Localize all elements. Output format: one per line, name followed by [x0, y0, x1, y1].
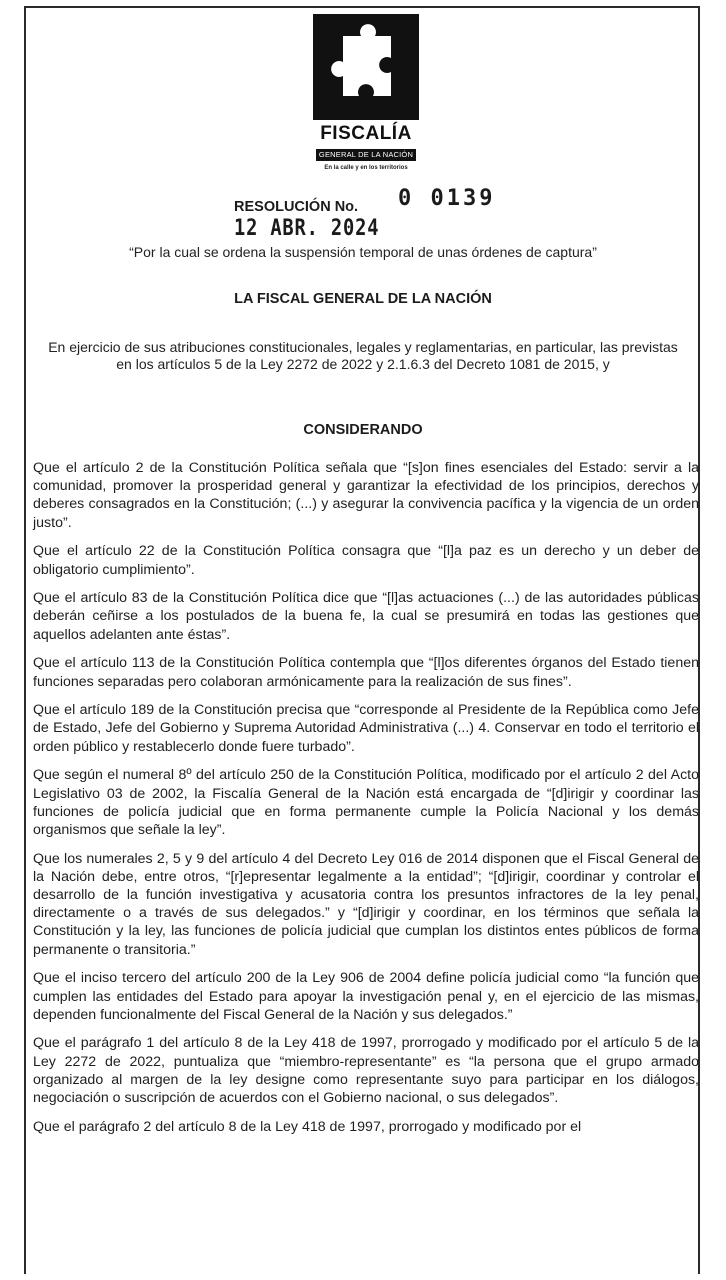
authority-heading: LA FISCAL GENERAL DE LA NACIÓN: [234, 291, 492, 307]
paragraph: Que el parágrafo 2 del artículo 8 de la Ley 418 de 1997, prorrogado y modificado por el: [33, 1118, 582, 1135]
paragraph: Que el artículo 189 de la Constitución precisa que “corresponde al Presidente de la República como Jefe de Estado, Jefe del Gobierno y Suprema Autoridad Administrativa (...) 4. Conservar en todo el territorio el orden público y restablecerlo donde fuere turbado”.: [33, 702, 699, 755]
paragraph: Que el artículo 113 de la Constitución Política contempla que “[l]os diferentes órganos del Estado tienen funciones separadas pero colaboran armónicamente para la realización de sus fines”.: [33, 655, 699, 690]
resolution-label: RESOLUCIÓN No.: [234, 199, 359, 215]
paragraph: Que el artículo 83 de la Constitución Política dice que “[l]as actuaciones (...) de las autoridades públicas deberán ceñirse a los postulados de la buena fe, la cual se presumirá en todas las gestiones que aquellos adelanten ante éstas”.: [33, 590, 699, 643]
paragraph: Que los numerales 2, 5 y 9 del artículo 4 del Decreto Ley 016 de 2014 disponen que el Fiscal General de la Nación debe, entre otros, “[r]epresentar legalmente a la entidad”; “[d]irigir, coordinar y controlar el desarrollo de la función investigativa y acusatoria contra los presuntos infractores de la ley penal, directamente o a través de sus delegados.” y “[d]irigir y coordinar, en los términos que señala la Constitución y la ley, las funciones de policía judicial que cumplan los distintos entes públicos de forma permanente o transitoria.”: [33, 850, 699, 958]
resolution-number: 0 0139: [398, 186, 496, 211]
logo-tagline: En la calle y en los territorios: [324, 165, 408, 171]
fiscalia-logo: [312, 14, 420, 171]
paragraph: Que el inciso tercero del artículo 200 de la Ley 906 de 2004 define policía judicial como “la función que cumplen las entidades del Estado para apoyar la investigación penal y, en el ejercicio de las mismas, dependen funcionalmente del Fiscal General de la Nación y sus delegados.”: [33, 970, 699, 1023]
paragraph: Que el artículo 2 de la Constitución Política señala que “[s]on fines esenciales del Estado: servir a la comunidad, promover la prosperidad general y garantizar la efectividad de los principios, derechos y deberes consagrados en la Constitución; (...) y asegurar la convivencia pacífica y la vigencia de un orden justo”.: [33, 460, 699, 531]
paragraph: Que el artículo 22 de la Constitución Política consagra que “[l]a paz es un derecho y un deber de obligatorio cumplimiento”.: [33, 543, 699, 578]
paragraph: Que el parágrafo 1 del artículo 8 de la Ley 418 de 1997, prorrogado y modificado por el artículo 5 de la Ley 2272 de 2022, puntualiza que “miembro-representante” es “la persona que el grupo armado organizado al margen de la ley designe como representante suyo para participar en los diálogos, negociación o suscripción de acuerdos con el Gobierno nacional, o sus delegados”.: [33, 1035, 699, 1107]
logo-subname: GENERAL DE LA NACIÓN: [316, 149, 416, 161]
puzzle-piece-icon: [313, 14, 419, 120]
resolution-date: 12 ABR. 2024: [234, 216, 380, 241]
resolution-subject: “Por la cual se ordena la suspensión temporal de unas órdenes de captura”: [129, 244, 597, 260]
preamble: En ejercicio de sus atribuciones constitucionales, legales y reglamentarias, en particular, las previstas en los artículos 5 de la Ley 2272 de 2022 y 2.1.6.3 del Decreto 1081 de 2015, y: [48, 339, 678, 372]
paragraph: Que según el numeral 8º del artículo 250 de la Constitución Política, modificado por el artículo 2 del Acto Legislativo 03 de 2002, la Fiscalía General de la Nación está encargada de “[d]irigir y coordinar las funciones de policía judicial que en forma permanente cumple la Policía Nacional y los demás organismos que señale la ley”.: [33, 767, 699, 838]
considering-heading: CONSIDERANDO: [303, 422, 423, 438]
considerations-body: [33, 459, 699, 1147]
logo-name: FISCALÍA: [320, 123, 412, 144]
